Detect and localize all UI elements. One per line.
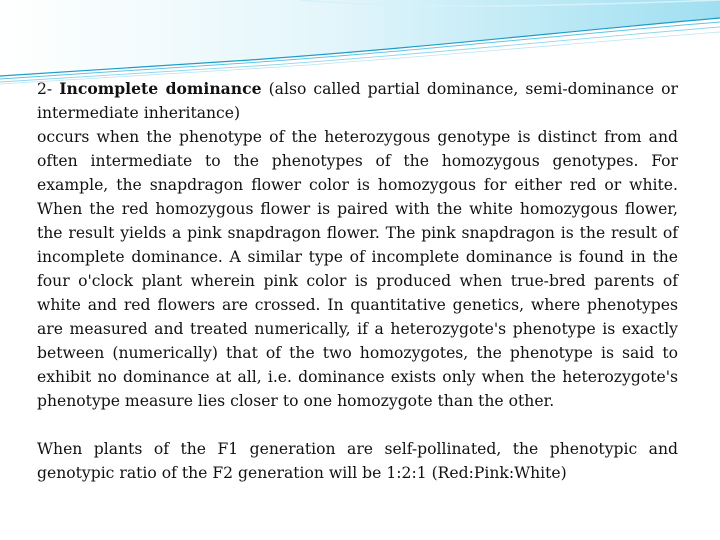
term-aliases: (also called partial dominance, semi-dominance or intermediate inheritance) [37,80,678,122]
incomplete-dominance-paragraph [37,77,678,413]
list-number: 2- [37,80,60,98]
paragraph-spacer [37,413,678,437]
f2-ratio-paragraph: When plants of the F1 generation are self-pollinated, the phenotypic and genotypic ratio of the F2 generation will be 1:2:1 (Red:Pink:White) [37,440,678,482]
slide-body [37,77,678,485]
definition-text: occurs when the phenotype of the heterozygous genotype is distinct from and often intermediate to the phenotypes of the homozygous genotypes. For example, the snapdragon flower color is homozygous for either red or white. When the red homozygous flower is paired with the white homozygous flower, the result yields a pink snapdragon flower. The pink snapdragon is the result of incomplete dominance. A similar type of incomplete dominance is found in the four o'clock plant wherein pink color is produced when true-bred parents of white and red flowers are crossed. In quantitative genetics, where phenotypes are measured and treated numerically, if a heterozygote's phenotype is exactly between (numerically) that of the two homozygotes, the phenotype is said to exhibit no dominance at all, i.e. dominance exists only when the heterozygote's phenotype measure lies closer to one homozygote than the other. [37,128,678,410]
term-heading: Incomplete dominance [59,79,262,98]
